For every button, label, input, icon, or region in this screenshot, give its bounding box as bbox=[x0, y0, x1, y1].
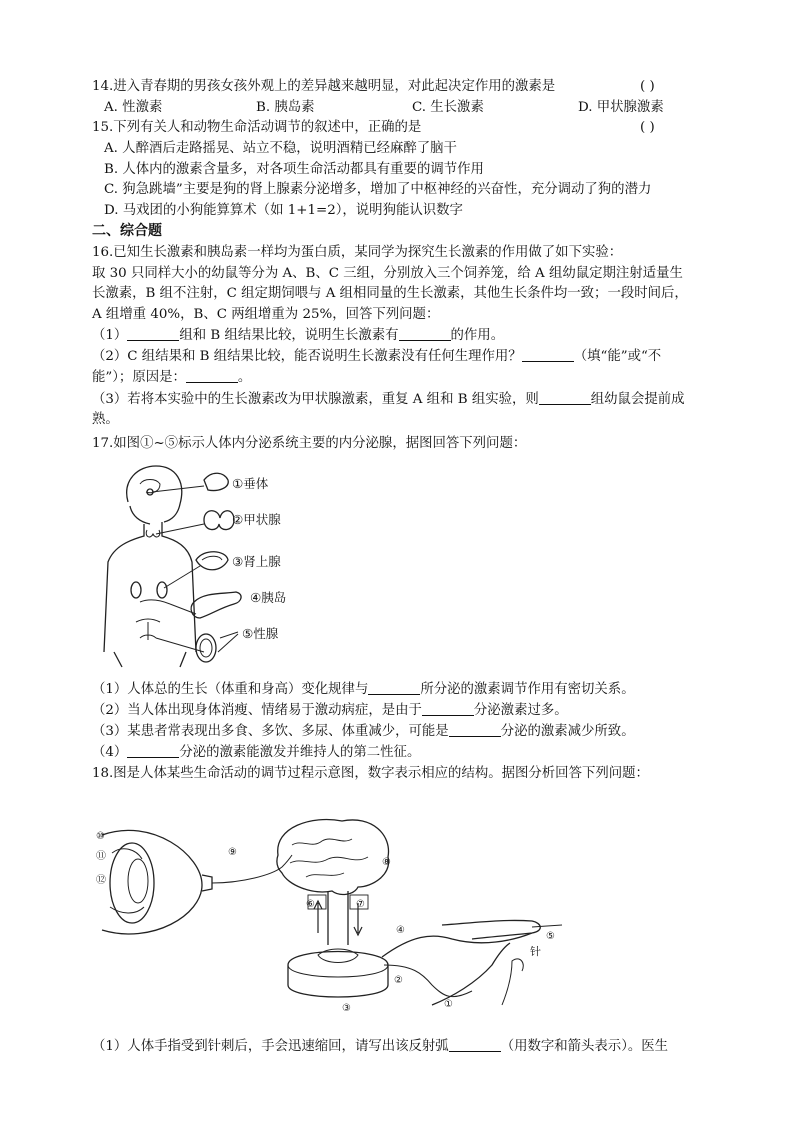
gland-label-thyroid: ②甲状腺 bbox=[232, 512, 281, 527]
gland-label-pituitary: ①垂体 bbox=[232, 476, 269, 491]
q14-option-b: B. 胰岛素 bbox=[256, 100, 315, 115]
answer-blank[interactable] bbox=[422, 701, 474, 716]
q17-sub-1: （1）人体总的生长（体重和身高）变化规律与 所分泌的激素调节作用有密切关系。 bbox=[92, 682, 635, 697]
answer-blank[interactable] bbox=[449, 1037, 501, 1052]
q18-stem: 18.图是人体某些生命活动的调节过程示意图，数字表示相应的结构。据图分析回答下列问题： bbox=[92, 766, 649, 781]
label-1: ① bbox=[444, 999, 453, 1010]
q16-sub-3-cont: 熟。 bbox=[92, 412, 119, 427]
q15-answer-paren: ( ) bbox=[640, 120, 655, 135]
label-5: ⑤ bbox=[546, 931, 555, 942]
q17-sub-3: （3）某患者常表现出多食、多饮、多尿、体重减少，可能是 分泌的激素减少所致。 bbox=[92, 724, 635, 739]
q18-sub-1: （1）人体手指受到针刺后，手会迅速缩回，请写出该反射弧 （用数字和箭头表示）。医生 bbox=[92, 1039, 669, 1054]
q16-sub-2-cont: 能”）；原因是： 。 bbox=[92, 370, 252, 385]
label-4: ④ bbox=[396, 925, 405, 936]
label-7: ⑦ bbox=[356, 899, 365, 910]
answer-blank[interactable] bbox=[539, 390, 591, 405]
q14-option-a: A. 性激素 bbox=[104, 100, 163, 115]
answer-blank[interactable] bbox=[449, 722, 501, 737]
endocrine-gland-figure bbox=[100, 462, 330, 672]
answer-blank[interactable] bbox=[127, 743, 179, 758]
answer-blank[interactable] bbox=[127, 326, 179, 341]
q15-option-b: B. 人体内的激素含量多，对各项生命活动都具有重要的调节作用 bbox=[104, 162, 484, 177]
q14-stem: 14.进入青春期的男孩女孩外观上的差异越来越明显，对此起决定作用的激素是 bbox=[92, 79, 556, 94]
answer-blank[interactable] bbox=[399, 326, 451, 341]
section-heading: 二、综合题 bbox=[92, 223, 162, 239]
reflex-arc-figure bbox=[92, 815, 592, 1025]
gland-label-gonad: ⑤性腺 bbox=[242, 626, 279, 641]
label-11: ⑪ bbox=[96, 851, 106, 862]
q17-stem: 17.如图①~⑤标示人体内分泌系统主要的内分泌腺，据图回答下列问题： bbox=[92, 436, 527, 451]
label-10: ⑩ bbox=[96, 831, 105, 842]
q16-line-1: 16.已知生长激素和胰岛素一样均为蛋白质，某同学为探究生长激素的作用做了如下实验： bbox=[92, 245, 623, 260]
q16-sub-3: （3）若将本实验中的生长激素改为甲状腺激素，重复 A 组和 B 组实验，则 组幼鼠会提前成 bbox=[92, 392, 685, 407]
reflex-arc-drawing bbox=[92, 815, 592, 1025]
q15-option-c: C. 狗急跳墙”主要是狗的肾上腺素分泌增多，增加了中枢神经的兴奋性，充分调动了狗的潜力 bbox=[104, 182, 652, 197]
q14-option-c: C. 生长激素 bbox=[412, 100, 484, 115]
label-12: ⑫ bbox=[96, 875, 106, 886]
label-6: ⑥ bbox=[306, 899, 315, 910]
q16-line-4: A 组增重 40%，B、C 两组增重为 25%，回答下列问题： bbox=[92, 307, 440, 322]
label-3: ③ bbox=[342, 1003, 351, 1014]
q16-line-2: 取 30 只同样大小的幼鼠等分为 A、B、C 三组，分别放入三个饲养笼，给 A 组幼鼠定期注射适量生 bbox=[92, 266, 683, 281]
q15-option-d: D. 马戏团的小狗能算算术（如 1+1=2），说明狗能认识数字 bbox=[104, 203, 463, 218]
q17-sub-2: （2）当人体出现身体消瘦、情绪易于激动病症，是由于 分泌激素过多。 bbox=[92, 703, 568, 718]
needle-label: 针 bbox=[530, 945, 541, 958]
label-2: ② bbox=[394, 975, 403, 986]
q15-option-a: A. 人醉酒后走路摇晃、站立不稳，说明酒精已经麻醉了脑干 bbox=[104, 141, 457, 156]
q16-sub-2: （2）C 组结果和 B 组结果比较，能否说明生长激素没有任何生理作用？ （填“能”或“不 bbox=[92, 349, 662, 364]
answer-blank[interactable] bbox=[522, 347, 574, 362]
answer-blank[interactable] bbox=[186, 368, 238, 383]
q16-line-3: 长激素，B 组不注射，C 组定期饲喂与 A 组相同量的生长激素，其他生长条件均一致；一段时间后， bbox=[92, 286, 688, 301]
q14-answer-paren: ( ) bbox=[640, 79, 655, 94]
gland-label-adrenal: ③肾上腺 bbox=[232, 554, 281, 569]
label-8: ⑧ bbox=[382, 857, 391, 868]
q14-option-d: D. 甲状腺激素 bbox=[578, 100, 664, 115]
answer-blank[interactable] bbox=[368, 680, 420, 695]
q15-stem: 15.下列有关人和动物生命活动调节的叙述中，正确的是 bbox=[92, 120, 422, 135]
q17-sub-4: （4） 分泌的激素能激发并维持人的第二性征。 bbox=[92, 745, 421, 760]
endocrine-body-drawing bbox=[100, 462, 330, 672]
gland-label-islet: ④胰岛 bbox=[250, 590, 287, 605]
label-9: ⑨ bbox=[228, 847, 237, 858]
q16-sub-1: （1） 组和 B 组结果比较，说明生长激素有 的作用。 bbox=[92, 328, 505, 343]
